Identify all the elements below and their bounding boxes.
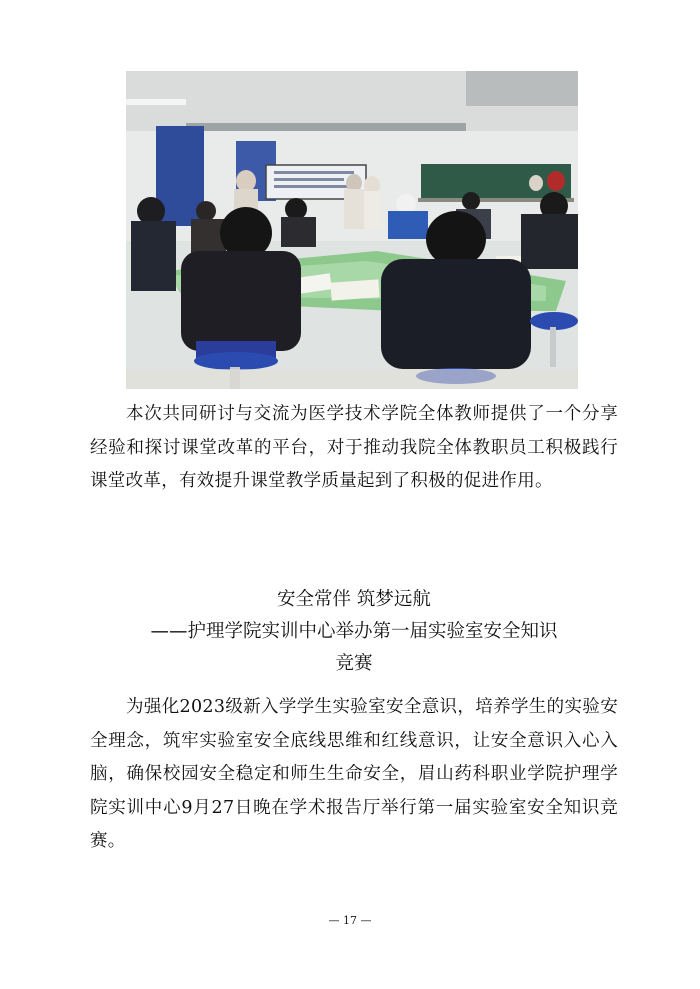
article-subtitle-line-1: ——护理学院实训中心举办第一届实验室安全知识	[150, 621, 558, 642]
article-title: 安全常伴 筑梦远航	[277, 589, 431, 610]
paragraph-1: 本次共同研讨与交流为医学技术学院全体教师提供了一个分享经验和探讨课堂改革的平台，对于推动我院全体教职员工积极践行课堂改革，有效提升课堂教学质量起到了积极的促进作用。	[90, 404, 618, 491]
article-subtitle-line-2: 竞赛	[335, 653, 373, 674]
paragraph-2: 为强化2023级新入学学生实验室安全意识，培养学生的实验安全理念，筑牢实验室安全底线思维和红线意识，让安全意识入心入脑，确保校园安全稳定和师生生命安全，眉山药科职业学院护理学院实训中心9月27日晚在学术报告厅举行第一届实验室安全知识竞赛。	[90, 697, 618, 851]
classroom-photo	[126, 71, 578, 389]
page-number: — 17 —	[328, 914, 372, 927]
classroom-photo-illustration	[126, 71, 578, 389]
